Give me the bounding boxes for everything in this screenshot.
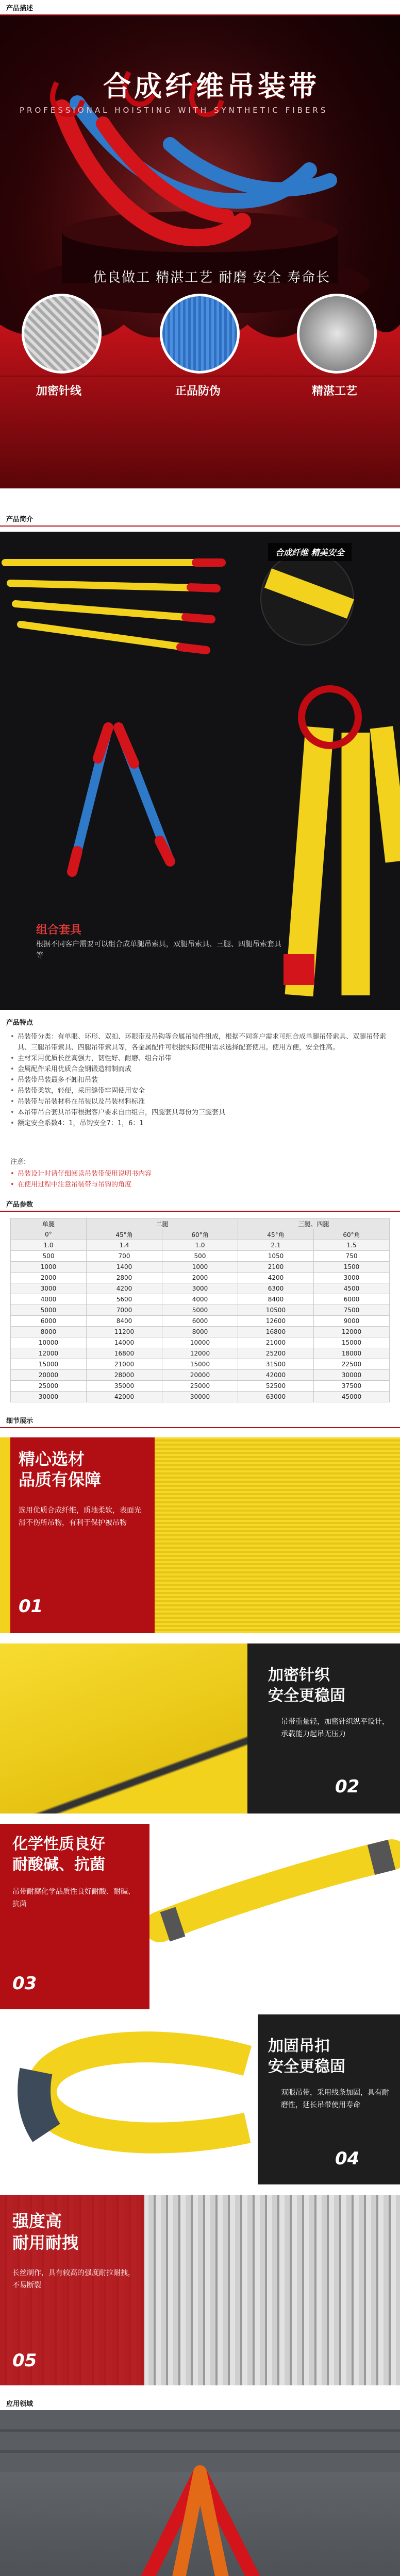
table-cell: 3000 [162, 1283, 238, 1294]
detail-2-fabric [0, 1643, 247, 1814]
table-cell: 10500 [238, 1305, 314, 1316]
table-row [11, 1348, 390, 1359]
intro-slings-illustration [0, 532, 400, 1010]
table-cell: 1000 [162, 1262, 238, 1273]
table-col-header: 45°角 [87, 1229, 162, 1240]
notes-list [10, 1168, 152, 1190]
table-cell: 25000 [11, 1381, 87, 1392]
feature-item: • 额定安全系数4：1，吊钩安全7：1，6：1 [10, 1118, 392, 1129]
detail-2-title: 加密针织 安全更稳固 [268, 1666, 345, 1705]
circle-stitching [22, 294, 102, 374]
table-cell: 7000 [87, 1305, 162, 1316]
table-cell: 30000 [162, 1392, 238, 1402]
table-row [11, 1305, 390, 1316]
table-cell: 2000 [162, 1273, 238, 1283]
table-cell: 2.1 [238, 1240, 314, 1251]
table-cell: 6000 [162, 1316, 238, 1327]
feature-item: • 吊装带分类：有单眼、环形、双扣、环眼带及吊钩等金属吊装件组成，根据不同客户需求可组合成单腿吊带索具、双腿吊带索具、三腿吊带索具、四腿吊带索具等，各金属配件可根据实际使用需求选择配套使用。使用方便，安全性高。 [10, 1031, 392, 1053]
table-row [11, 1283, 390, 1294]
table-col-header: 45°角 [238, 1229, 314, 1240]
table-cell: 22500 [314, 1359, 390, 1370]
table-cell: 5000 [11, 1305, 87, 1316]
detail-3-number: 03 [12, 1973, 37, 1994]
detail-4-text: 双眼吊带，采用线条加固，具有耐磨性，延长吊带使用寿命 [281, 2089, 389, 2109]
table-cell: 30000 [11, 1392, 87, 1402]
table-cell: 1.4 [87, 1240, 162, 1251]
table-cell: 750 [314, 1251, 390, 1262]
table-cell: 1400 [87, 1262, 162, 1273]
table-cell: 1500 [314, 1262, 390, 1273]
table-cell: 42000 [238, 1370, 314, 1381]
detail-1-text: 选用优质合成纤维，质地柔软，表面光滑不伤所吊物，有利于保护被吊物 [19, 1506, 141, 1527]
table-col-header: 0° [11, 1229, 87, 1240]
detail-2-number: 02 [335, 1776, 360, 1797]
table-cell: 4000 [11, 1294, 87, 1305]
table-cell: 2100 [238, 1262, 314, 1273]
table-row [11, 1381, 390, 1392]
table-cell: 25200 [238, 1348, 314, 1359]
table-cell: 35000 [87, 1381, 162, 1392]
table-cell: 14000 [87, 1337, 162, 1348]
table-cell: 10000 [11, 1337, 87, 1348]
table-row [11, 1392, 390, 1402]
hero-title: 合成纤维吊装带 [103, 70, 320, 103]
table-cell: 3000 [314, 1273, 390, 1283]
table-cell: 7500 [314, 1305, 390, 1316]
table-col-header: 60°角 [162, 1229, 238, 1240]
table-row [11, 1294, 390, 1305]
feature-item: • 主材采用优质长丝高强力，韧性好、耐磨、组合吊带 [10, 1053, 392, 1064]
circle-authentic [160, 294, 240, 374]
table-cell: 6000 [314, 1294, 390, 1305]
table-cell: 45000 [314, 1392, 390, 1402]
table-cell: 31500 [238, 1359, 314, 1370]
table-cell: 12600 [238, 1316, 314, 1327]
section-intro-header: 产品简介 [0, 511, 400, 527]
detail-3-sling [149, 1824, 400, 2009]
intro-caption-title: 组合套具 [36, 924, 82, 937]
circle-stitching-label: 加密针线 [36, 385, 82, 398]
hero-tagline: 优良做工 精湛工艺 耐磨 安全 寿命长 [93, 270, 331, 285]
table-row [11, 1273, 390, 1283]
table-cell: 9000 [314, 1316, 390, 1327]
table-cell: 700 [87, 1251, 162, 1262]
table-cell: 12000 [162, 1348, 238, 1359]
table-cell: 15000 [162, 1359, 238, 1370]
section-application-header: 应用领域 [0, 2396, 400, 2411]
detail-4-number: 04 [335, 2148, 360, 2169]
table-cell: 8000 [11, 1327, 87, 1337]
table-cell: 4000 [162, 1294, 238, 1305]
detail-2-text: 吊带重量轻，加密针织纵平设计，承载能力起吊无压力 [281, 1718, 389, 1738]
detail-4-title: 加固吊扣 安全更稳固 [268, 2037, 345, 2076]
table-cell: 8000 [162, 1327, 238, 1337]
table-cell: 4200 [87, 1283, 162, 1294]
table-cell: 1050 [238, 1251, 314, 1262]
table-row [11, 1251, 390, 1262]
table-cell: 4200 [238, 1273, 314, 1283]
table-cell: 37500 [314, 1381, 390, 1392]
detail-5-number: 05 [12, 2350, 37, 2371]
params-table [10, 1218, 390, 1402]
table-cell: 1.5 [314, 1240, 390, 1251]
table-cell: 5000 [162, 1305, 238, 1316]
table-cell: 4500 [314, 1283, 390, 1294]
table-group-header: 单腿 [11, 1218, 87, 1229]
table-cell: 20000 [11, 1370, 87, 1381]
table-cell: 16800 [87, 1348, 162, 1359]
table-cell: 2000 [11, 1273, 87, 1283]
table-cell: 10000 [162, 1337, 238, 1348]
intro-photo [0, 532, 400, 1010]
detail-3-title: 化学性质良好 耐酸碱、抗菌 [12, 1835, 105, 1874]
table-cell: 500 [162, 1251, 238, 1262]
table-cell: 3000 [11, 1283, 87, 1294]
section-features-header: 产品特点 [6, 1019, 34, 1027]
table-cell: 42000 [87, 1392, 162, 1402]
detail-1-title: 精心选材 品质有保障 [19, 1449, 102, 1489]
section-desc-header: 产品描述 [0, 0, 400, 15]
table-cell: 500 [11, 1251, 87, 1262]
detail-1-fabric [155, 1437, 400, 1633]
table-col-header: 60°角 [314, 1229, 390, 1240]
note-item: • 吊装设计时请仔细阅读吊装带使用说明书内容 [10, 1168, 152, 1179]
feature-item: • 吊装带与吊装材料在吊装以及吊装材料标准 [10, 1096, 392, 1107]
circle-authentic-label: 正品防伪 [175, 385, 221, 398]
table-row [11, 1337, 390, 1348]
table-cell: 11200 [87, 1327, 162, 1337]
table-cell: 2800 [87, 1273, 162, 1283]
note-item: • 在使用过程中注意吊装带与吊钩的角度 [10, 1179, 152, 1190]
hero-subtitle: PROFESSIONAL HOISTING WITH SYNTHETIC FIBERS [20, 106, 328, 115]
feature-item: • 金属配件采用优质合金钢锻造精制而成 [10, 1064, 392, 1075]
table-cell: 5600 [87, 1294, 162, 1305]
notes-heading: 注意: [10, 1158, 26, 1166]
detail-5-title: 强度高 耐用耐拽 [12, 2211, 79, 2252]
table-row [11, 1370, 390, 1381]
section-params-header: 产品参数 [0, 1196, 400, 1212]
detail-3-text: 吊带耐腐化学品质性良好耐酸、耐碱、抗菌 [12, 1888, 135, 1908]
intro-badge: 合成纤维 精美安全 [268, 543, 352, 561]
table-cell: 1.0 [11, 1240, 87, 1251]
circle-craft-label: 精湛工艺 [312, 385, 358, 398]
table-cell: 15000 [314, 1337, 390, 1348]
table-row [11, 1262, 390, 1273]
table-row [11, 1240, 390, 1251]
table-cell: 16800 [238, 1327, 314, 1337]
table-cell: 52500 [238, 1381, 314, 1392]
table-cell: 18000 [314, 1348, 390, 1359]
feature-list [10, 1031, 392, 1129]
table-group-header: 二腿 [87, 1218, 238, 1229]
table-cell: 25000 [162, 1381, 238, 1392]
table-row [11, 1359, 390, 1370]
table-cell: 28000 [87, 1370, 162, 1381]
table-cell: 20000 [162, 1370, 238, 1381]
feature-item: • 本吊带吊合套具吊带根据客户要求自由组合，四腿套具每份为三腿套具 [10, 1107, 392, 1118]
table-cell: 6300 [238, 1283, 314, 1294]
table-cell: 12000 [11, 1348, 87, 1359]
intro-caption-text: 根据不同客户需要可以组合成单腿吊索具，双腿吊索具、三腿、四腿吊索套具等 [36, 940, 281, 960]
section-detail-header: 细节展示 [0, 1413, 400, 1428]
table-cell: 63000 [238, 1392, 314, 1402]
feature-item: • 吊装带吊装最多不卸扣吊装 [10, 1075, 392, 1086]
table-cell: 1000 [11, 1262, 87, 1273]
circle-craft [297, 294, 377, 374]
table-cell: 21000 [238, 1337, 314, 1348]
table-cell: 21000 [87, 1359, 162, 1370]
detail-1-number: 01 [19, 1596, 43, 1617]
table-group-header: 三腿、四腿 [238, 1218, 390, 1229]
table-row [11, 1327, 390, 1337]
table-cell: 12000 [314, 1327, 390, 1337]
application-photo [0, 2410, 400, 2576]
table-row [11, 1316, 390, 1327]
table-cell: 15000 [11, 1359, 87, 1370]
table-cell: 8400 [87, 1316, 162, 1327]
table-cell: 8400 [238, 1294, 314, 1305]
detail-4-sling [0, 2014, 258, 2184]
table-cell: 6000 [11, 1316, 87, 1327]
detail-5-text: 长丝制作，具有较高的强度耐拉耐拽，不易断裂 [12, 2269, 135, 2290]
table-cell: 30000 [314, 1370, 390, 1381]
feature-item: • 吊装带柔软，轻便，采用缝带牢固使用安全 [10, 1086, 392, 1096]
table-cell: 1.0 [162, 1240, 238, 1251]
hero-banner [0, 15, 400, 488]
